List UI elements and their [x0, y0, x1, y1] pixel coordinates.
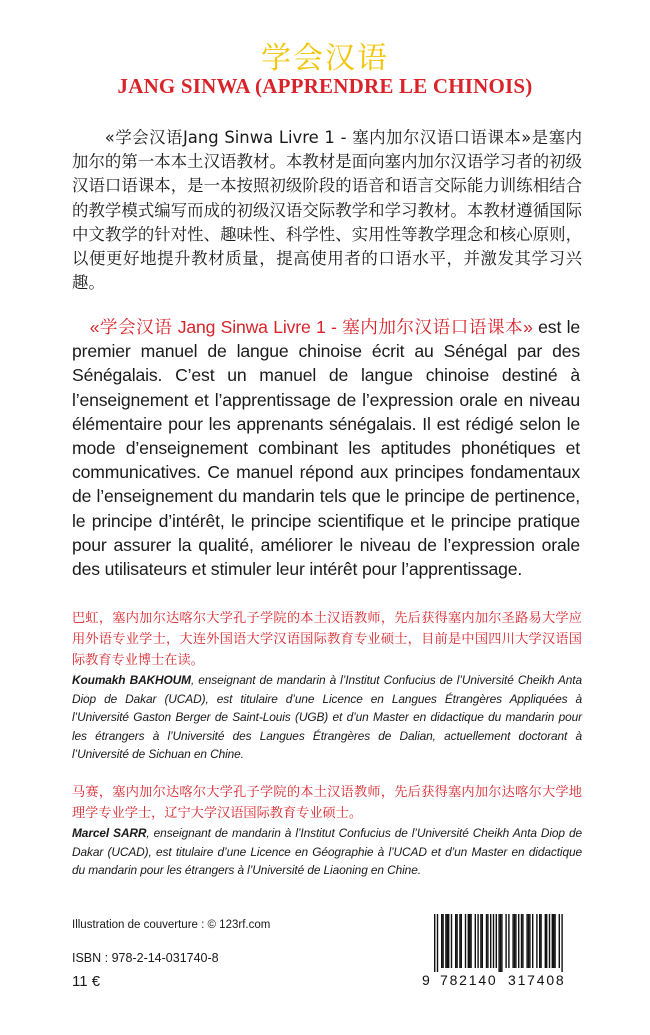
barcode-bar	[526, 914, 527, 968]
barcode-bar	[508, 914, 509, 968]
barcode-bar	[501, 914, 502, 972]
barcode-bar	[549, 914, 550, 968]
barcode-bar	[442, 914, 443, 968]
barcode-bar	[539, 914, 540, 968]
barcode-bar	[469, 914, 470, 968]
intro-french-paragraph	[72, 315, 580, 581]
barcode-bar	[496, 914, 497, 968]
barcode-digit-group-1: 782140	[440, 972, 498, 988]
book-reference: «学会汉语 Jang Sinwa Livre 1 - 塞内加尔汉语口语课本»	[89, 317, 533, 337]
author-bio-chinese: 巴虹，塞内加尔达喀尔大学孔子学院的本土汉语教师，先后获得塞内加尔圣路易大学应用外语专业学士，大连外国语大学汉语国际教育专业硕士，目前是中国四川大学汉语国际教育专业博士在读。	[72, 611, 582, 668]
barcode-bar	[445, 914, 446, 968]
barcode-bar	[545, 914, 546, 968]
barcode-bar	[447, 914, 448, 968]
barcode-lead-digit: 9	[422, 972, 431, 988]
barcode-bar	[515, 914, 516, 968]
barcode-bar	[493, 914, 494, 968]
title-french: JANG SINWA (APPRENDRE LE CHINOIS)	[117, 74, 533, 98]
barcode-bar	[434, 914, 435, 972]
barcode-bars	[434, 914, 568, 972]
barcode	[420, 910, 580, 995]
barcode-bar	[480, 914, 481, 968]
barcode-bar	[512, 914, 513, 968]
cover-illustration-credit: Illustration de couverture : © 123rf.com	[72, 919, 271, 931]
barcode-bar	[561, 914, 562, 972]
price: 11 €	[72, 973, 101, 990]
author-name: Marcel SARR	[72, 826, 147, 840]
barcode-bar	[553, 914, 554, 968]
barcode-bar	[448, 914, 449, 968]
author-bio-1	[72, 608, 582, 764]
title-chinese: 学会汉语	[261, 41, 389, 76]
barcode-bar	[461, 914, 462, 968]
author-bio-2	[72, 782, 582, 880]
barcode-bar	[487, 914, 488, 968]
barcode-bar	[455, 914, 456, 968]
barcode-bar	[554, 914, 555, 968]
barcode-bar	[470, 914, 471, 968]
barcode-bar	[468, 914, 469, 968]
barcode-bar	[559, 914, 560, 968]
barcode-bar	[437, 914, 438, 972]
intro-french-text: est le premier manuel de langue chinoise écrit au Sénégal par des Sénégalais. C’est un manuel de langue chinoise destiné à l’enseignement et l’apprentissage de l’expression orale en niveau élémentaire pour les apprenants sénégalais. Il est rédigé selon le mode d’enseignement combinant les aptitudes phonétiques et communicatives. Ce manuel répond aux principes fondamentaux de l’enseignement du mandarin tels que le principe de pertinence, le principe d’intérêt, le principe scientifique et le principe pratique pour assurer la qualité, améliorer le niveau de l’expression orale des utilisateurs et stimuler leur intérêt pour l’apprentissage.	[72, 317, 580, 580]
barcode-bar	[522, 914, 523, 968]
barcode-bar	[482, 914, 483, 968]
barcode-bar	[465, 914, 466, 968]
barcode-bar	[514, 914, 515, 968]
author-bio-text: , enseignant de mandarin à l’Institut Confucius de l’Université Cheikh Anta Diop de Dakar (UCAD), est titulaire d’une Licence en Géographie à l’UCAD et d’un Master en didactique du mandarin pour les étrangers à l’Université de Liaoning en Chine.	[72, 826, 583, 877]
barcode-bar	[477, 914, 478, 968]
barcode-bar	[500, 914, 501, 972]
isbn: ISBN : 978-2-14-031740-8	[72, 951, 219, 965]
barcode-bar	[552, 914, 553, 968]
barcode-bar	[540, 914, 541, 968]
author-bio-chinese: 马赛，塞内加尔达喀尔大学孔子学院的本土汉语教师，先后获得塞内加尔达喀尔大学地理学专业学士，辽宁大学汉语国际教育专业硕士。	[72, 785, 582, 821]
barcode-bar	[546, 914, 547, 968]
barcode-bar	[505, 914, 506, 968]
barcode-bar	[490, 914, 491, 968]
barcode-bar	[475, 914, 476, 968]
barcode-bar	[441, 914, 442, 968]
author-bio-french	[72, 671, 582, 764]
barcode-bar	[536, 914, 537, 968]
barcode-digit-group-2: 317408	[508, 972, 566, 988]
author-name: Koumakh BAKHOUM	[72, 673, 191, 687]
barcode-bar	[486, 914, 487, 968]
barcode-bar	[451, 914, 452, 968]
barcode-bar	[528, 914, 529, 968]
barcode-bar	[456, 914, 457, 968]
author-bio-text: , enseignant de mandarin à l’Institut Confucius de l’Université Cheikh Anta Diop de Dakar (UCAD), est titulaire d’une Licence en Langues Étrangères Appliquées à l’Université Gaston Berger de Saint-Louis (UGB) et d’un Master en didactique du mandarin pour les étrangers à l’Université des Langues Étrangères de Dalian, actuellement doctorant à l’Université de Sichuan en Chine.	[72, 673, 582, 761]
barcode-bar	[498, 914, 499, 972]
author-bio-french	[72, 824, 582, 880]
barcode-bar	[529, 914, 530, 968]
barcode-bar	[518, 914, 519, 968]
barcode-bar	[532, 914, 533, 968]
intro-chinese-paragraph: «学会汉语Jang Sinwa Livre 1 - 塞内加尔汉语口语课本»是塞内加尔的第一本本土汉语教材。本教材是面向塞内加尔汉语学习者的初级汉语口语课本，是一本按照初级阶段的语音和语言交际能力训练相结合的教学模式编写而成的初级汉语交际教学和学习教材。本教材遵循国际中文教学的针对性、趣味性、科学性、实用性等教学理念和核心原则，以便更好地提升教材质量，提高使用者的口语水平，并激发其学习兴趣。	[72, 128, 582, 293]
barcode-bar	[459, 914, 460, 968]
barcode-bar	[521, 914, 522, 968]
